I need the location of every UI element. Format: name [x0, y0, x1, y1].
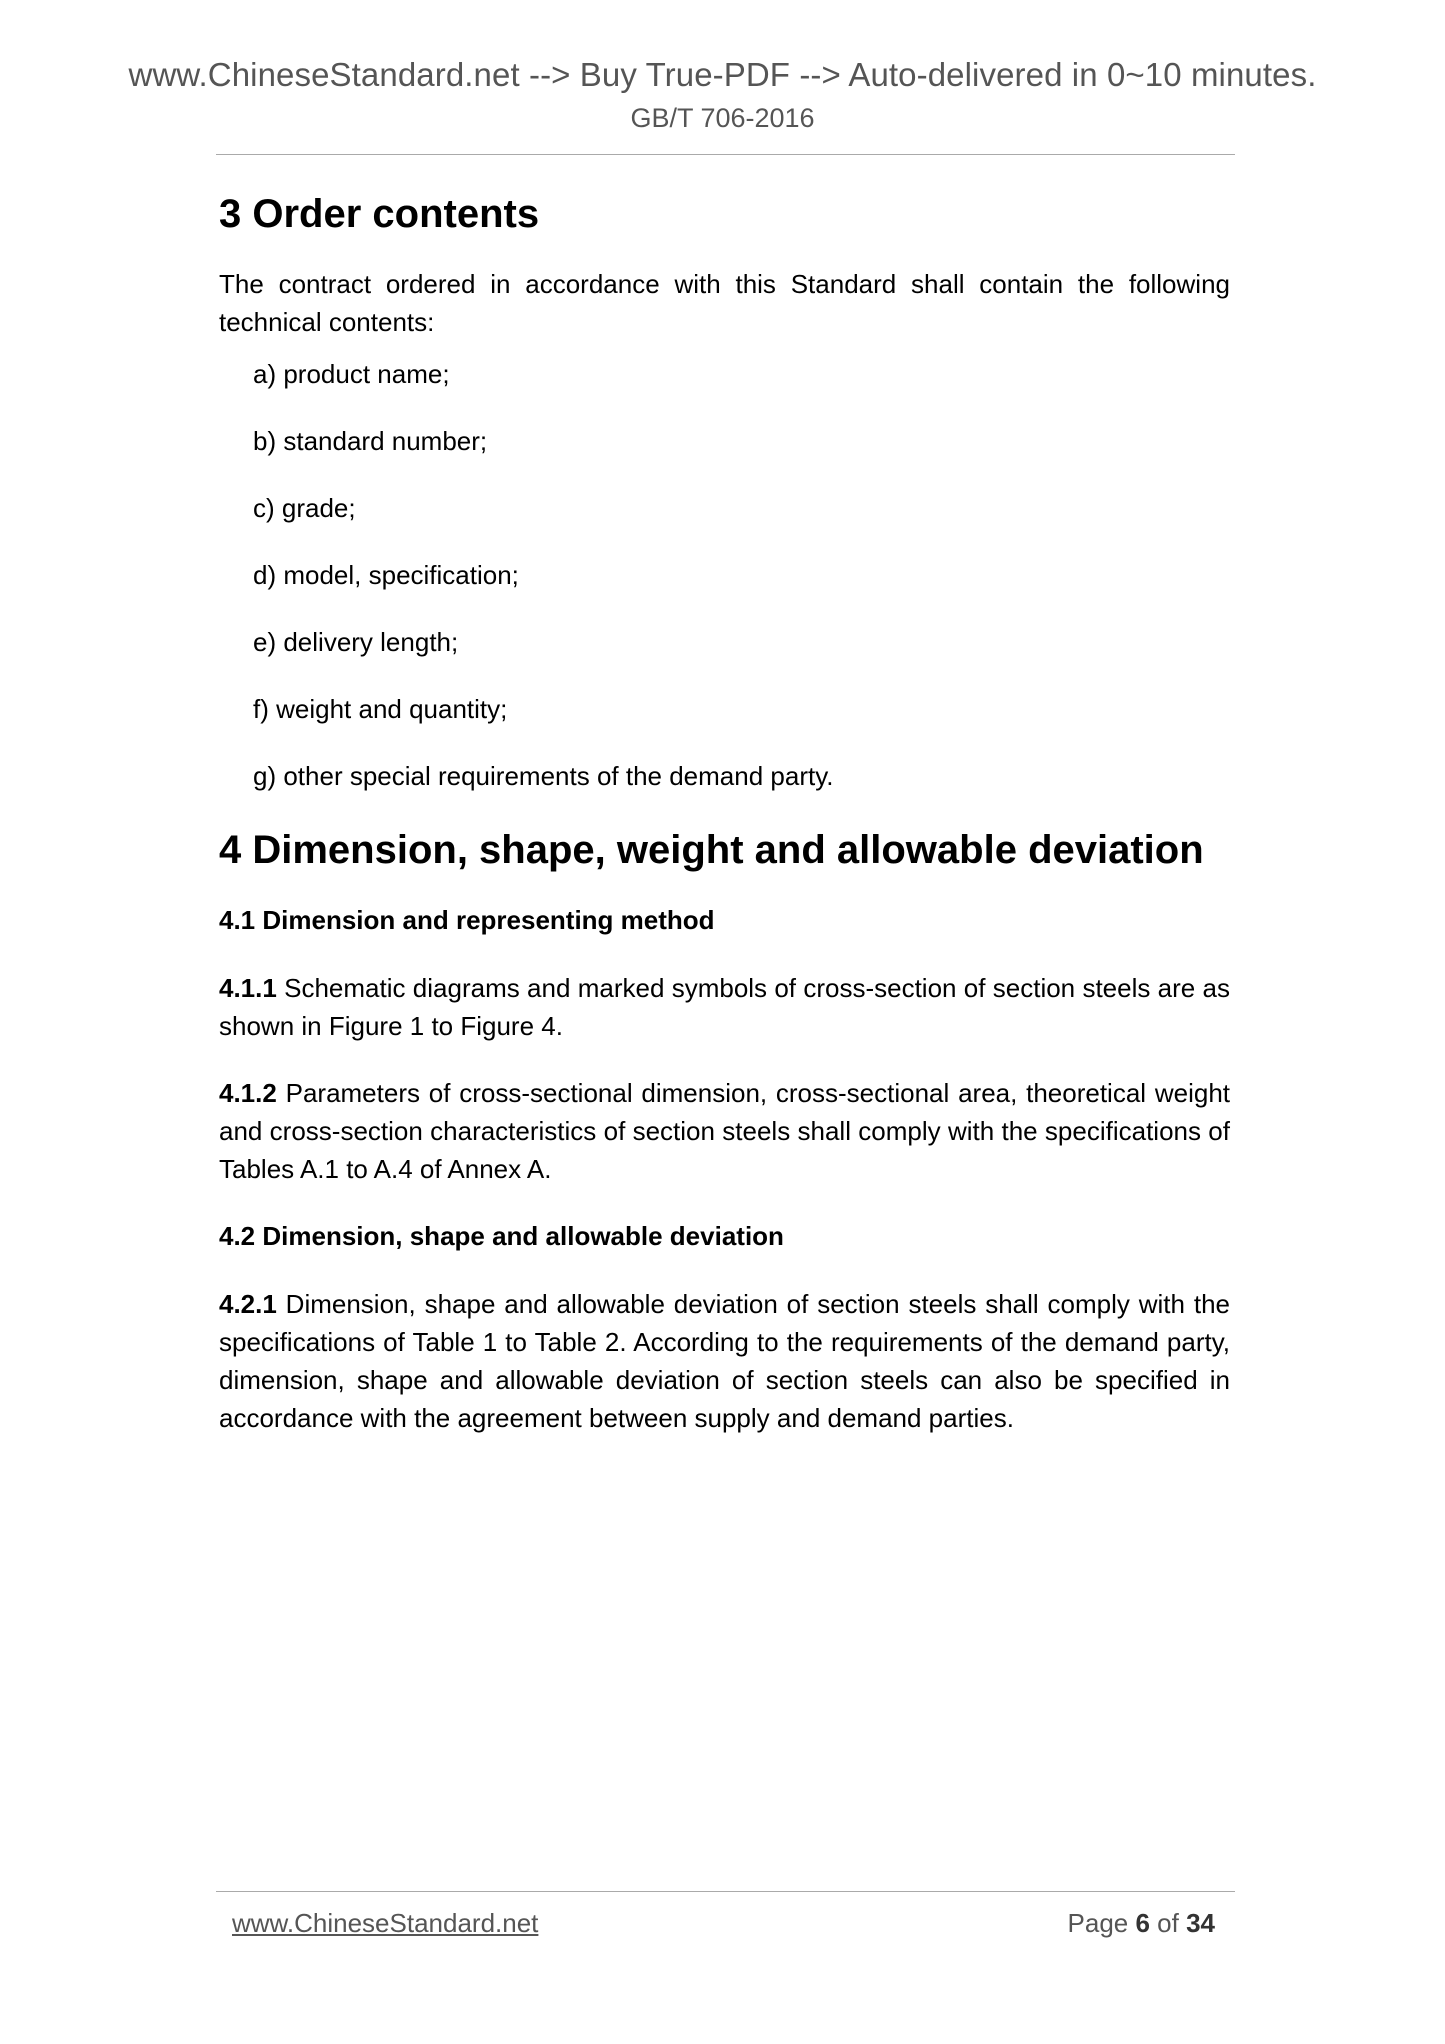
clause-text: Dimension, shape and allowable deviation of section steels shall comply with the specifications of Table 1 to Table 2. According to the requirements of the demand party, dimension, shape and allowable deviation of section steels can also be specified in accordance with the agreement between supply and demand parties.: [219, 1289, 1230, 1433]
section-4-title: 4 Dimension, shape, weight and allowable deviation: [219, 828, 1204, 872]
footer-site-link[interactable]: www.ChineseStandard.net: [232, 1908, 539, 1938]
clause-text: Schematic diagrams and marked symbols of cross-section of section steels are as shown in Figure 1 to Figure 4.: [219, 973, 1230, 1041]
list-item: g) other special requirements of the demand party.: [253, 761, 834, 791]
page-current: 6: [1135, 1908, 1150, 1938]
header-banner: www.ChineseStandard.net --> Buy True-PDF --> Auto-delivered in 0~10 minutes.: [128, 56, 1317, 93]
list-item: d) model, specification;: [253, 560, 519, 590]
list-item: c) grade;: [253, 493, 356, 523]
section-3-intro: The contract ordered in accordance with this Standard shall contain the following technical contents:: [219, 269, 1230, 337]
clause-4-1-2: [219, 1074, 1230, 1188]
document-body: [219, 188, 1230, 1437]
order-contents-list: [219, 355, 1230, 795]
subsection-4-1-title: 4.1 Dimension and representing method: [219, 905, 715, 935]
list-item: b) standard number;: [253, 426, 488, 456]
footer-divider: [216, 1891, 1235, 1892]
clause-4-1-1: [219, 969, 1230, 1045]
clause-number: 4.2.1: [219, 1289, 277, 1319]
header-divider: [216, 154, 1235, 155]
list-item: f) weight and quantity;: [253, 694, 508, 724]
list-item: a) product name;: [253, 359, 450, 389]
list-item: e) delivery length;: [253, 627, 459, 657]
section-3-title: 3 Order contents: [219, 192, 540, 236]
page-of: of: [1149, 1908, 1187, 1938]
subsection-4-2-title: 4.2 Dimension, shape and allowable deviation: [219, 1221, 784, 1251]
clause-text: Parameters of cross-sectional dimension, cross-sectional area, theoretical weight and cross-section characteristics of section steels shall comply with the specifications of Tables A.1 to A.4 of Annex A.: [219, 1078, 1230, 1184]
clause-number: 4.1.2: [219, 1078, 277, 1108]
page-total: 34: [1186, 1908, 1215, 1938]
clause-number: 4.1.1: [219, 973, 277, 1003]
page-prefix: Page: [1067, 1908, 1136, 1938]
standard-code: GB/T 706-2016: [630, 103, 815, 133]
clause-4-2-1: [219, 1285, 1230, 1437]
page-number: [1068, 1908, 1215, 1939]
